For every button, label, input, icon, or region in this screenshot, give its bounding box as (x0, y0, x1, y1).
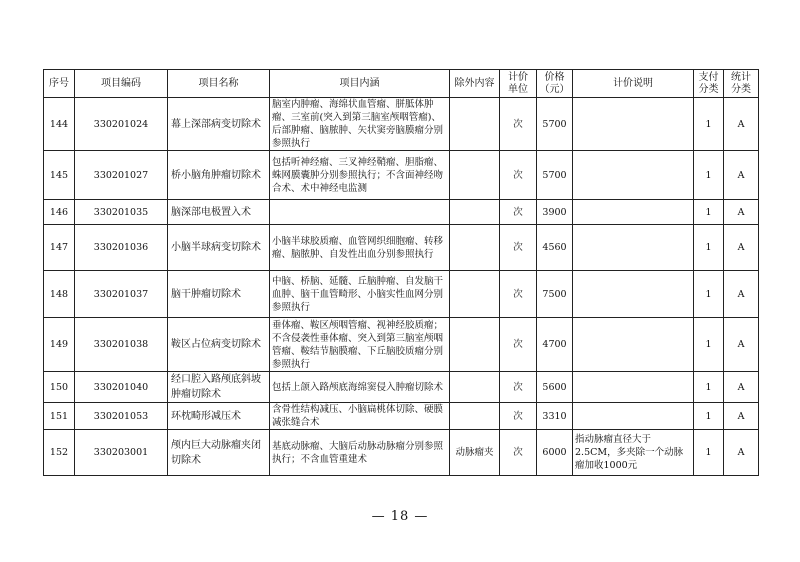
row-stat: A (724, 403, 759, 430)
row-name: 脑深部电极置入术 (168, 200, 270, 225)
row-name: 环枕畸形减压术 (168, 403, 270, 430)
row-seq: 149 (44, 318, 75, 372)
row-price: 3900 (537, 200, 573, 225)
fee-table (43, 69, 759, 476)
row-name: 桥小脑角肿瘤切除术 (168, 151, 270, 200)
row-excl (450, 225, 500, 271)
header-name: 项目名称 (168, 70, 270, 98)
header-excl: 除外内容 (450, 70, 500, 98)
row-seq: 151 (44, 403, 75, 430)
row-content: 包括听神经瘤、三叉神经鞘瘤、胆脂瘤、蛛网膜囊肿分别参照执行；不含面神经吻合术、术中神经电监测 (270, 151, 450, 200)
row-pay: 1 (694, 151, 724, 200)
row-price: 6000 (537, 430, 573, 476)
row-name: 小脑半球病变切除术 (168, 225, 270, 271)
row-seq: 148 (44, 271, 75, 318)
row-content: 基底动脉瘤、大脑后动脉动脉瘤分别参照执行；不含血管重建术 (270, 430, 450, 476)
row-name: 颅内巨大动脉瘤夹闭切除术 (168, 430, 270, 476)
row-pay: 1 (694, 271, 724, 318)
header-seq: 序号 (44, 70, 75, 98)
row-code: 330201037 (75, 271, 168, 318)
row-price: 5700 (537, 151, 573, 200)
row-stat: A (724, 98, 759, 151)
row-code: 330201036 (75, 225, 168, 271)
row-seq: 144 (44, 98, 75, 151)
row-price: 5600 (537, 372, 573, 403)
row-price: 3310 (537, 403, 573, 430)
row-unit: 次 (500, 430, 537, 476)
row-seq: 147 (44, 225, 75, 271)
row-unit: 次 (500, 318, 537, 372)
row-content: 含骨性结构减压、小脑扁桃体切除、硬膜减张缝合术 (270, 403, 450, 430)
row-unit: 次 (500, 98, 537, 151)
row-unit: 次 (500, 225, 537, 271)
row-content: 脑室内肿瘤、海绵状血管瘤、胼胝体肿瘤、三室前(突入到第三脑室颅咽管瘤)、后部肿瘤、脑脓肿、矢状窦旁脑膜瘤分别参照执行 (270, 98, 450, 151)
table-row (44, 98, 759, 151)
row-price: 4700 (537, 318, 573, 372)
row-note (573, 372, 694, 403)
row-excl (450, 98, 500, 151)
row-price: 5700 (537, 98, 573, 151)
row-pay: 1 (694, 430, 724, 476)
row-seq: 145 (44, 151, 75, 200)
row-content (270, 200, 450, 225)
row-excl (450, 271, 500, 318)
row-stat: A (724, 430, 759, 476)
row-price: 4560 (537, 225, 573, 271)
row-content: 小脑半球胶质瘤、血管网织细胞瘤、转移瘤、脑脓肿、自发性出血分别参照执行 (270, 225, 450, 271)
row-note (573, 271, 694, 318)
row-code: 330201024 (75, 98, 168, 151)
row-note (573, 403, 694, 430)
row-seq: 146 (44, 200, 75, 225)
row-seq: 152 (44, 430, 75, 476)
table-row (44, 225, 759, 271)
row-stat: A (724, 225, 759, 271)
row-name: 脑干肿瘤切除术 (168, 271, 270, 318)
row-excl (450, 318, 500, 372)
row-unit: 次 (500, 271, 537, 318)
row-name: 经口腔入路颅底斜坡肿瘤切除术 (168, 372, 270, 403)
header-unit: 计价 单位 (500, 70, 537, 98)
table-row (44, 200, 759, 225)
row-stat: A (724, 271, 759, 318)
row-note (573, 98, 694, 151)
row-excl (450, 151, 500, 200)
table-row (44, 318, 759, 372)
page-number: — 18 — (371, 509, 429, 524)
row-excl (450, 372, 500, 403)
row-content: 中脑、桥脑、延髓、丘脑肿瘤、自发脑干血肿、脑干血管畸形、小脑实性血网分别参照执行 (270, 271, 450, 318)
row-pay: 1 (694, 98, 724, 151)
row-excl (450, 403, 500, 430)
row-unit: 次 (500, 151, 537, 200)
row-pay: 1 (694, 200, 724, 225)
row-note (573, 225, 694, 271)
row-stat: A (724, 318, 759, 372)
row-content: 包括上颌入路颅底海绵窦侵入肿瘤切除术 (270, 372, 450, 403)
row-unit: 次 (500, 200, 537, 225)
row-pay: 1 (694, 403, 724, 430)
row-content: 垂体瘤、鞍区颅咽管瘤、视神经胶质瘤；不含侵袭性垂体瘤、突入到第三脑室颅咽管瘤、鞍结节脑膜瘤、下丘脑胶质瘤分别参照执行 (270, 318, 450, 372)
row-excl (450, 200, 500, 225)
row-note (573, 200, 694, 225)
row-pay: 1 (694, 372, 724, 403)
row-name: 幕上深部病变切除术 (168, 98, 270, 151)
row-excl: 动脉瘤夹 (450, 430, 500, 476)
table-row (44, 403, 759, 430)
header-row (44, 70, 759, 98)
row-note (573, 318, 694, 372)
row-name: 鞍区占位病变切除术 (168, 318, 270, 372)
row-pay: 1 (694, 225, 724, 271)
row-code: 330201053 (75, 403, 168, 430)
row-code: 330203001 (75, 430, 168, 476)
row-stat: A (724, 372, 759, 403)
row-note (573, 151, 694, 200)
header-note: 计价说明 (573, 70, 694, 98)
row-code: 330201040 (75, 372, 168, 403)
row-price: 7500 (537, 271, 573, 318)
table-row (44, 271, 759, 318)
header-code: 项目编码 (75, 70, 168, 98)
table-body (44, 98, 759, 476)
row-pay: 1 (694, 318, 724, 372)
table-row (44, 151, 759, 200)
row-code: 330201035 (75, 200, 168, 225)
row-stat: A (724, 151, 759, 200)
row-note: 指动脉瘤直径大于2.5CM，多夹除一个动脉瘤加收1000元 (573, 430, 694, 476)
row-code: 330201027 (75, 151, 168, 200)
table-row (44, 430, 759, 476)
row-stat: A (724, 200, 759, 225)
header-pay: 支付 分类 (694, 70, 724, 98)
header-price: 价格 （元） (537, 70, 573, 98)
row-unit: 次 (500, 403, 537, 430)
row-seq: 150 (44, 372, 75, 403)
table-row (44, 372, 759, 403)
row-unit: 次 (500, 372, 537, 403)
header-content: 项目内涵 (270, 70, 450, 98)
row-code: 330201038 (75, 318, 168, 372)
header-stat: 统计 分类 (724, 70, 759, 98)
